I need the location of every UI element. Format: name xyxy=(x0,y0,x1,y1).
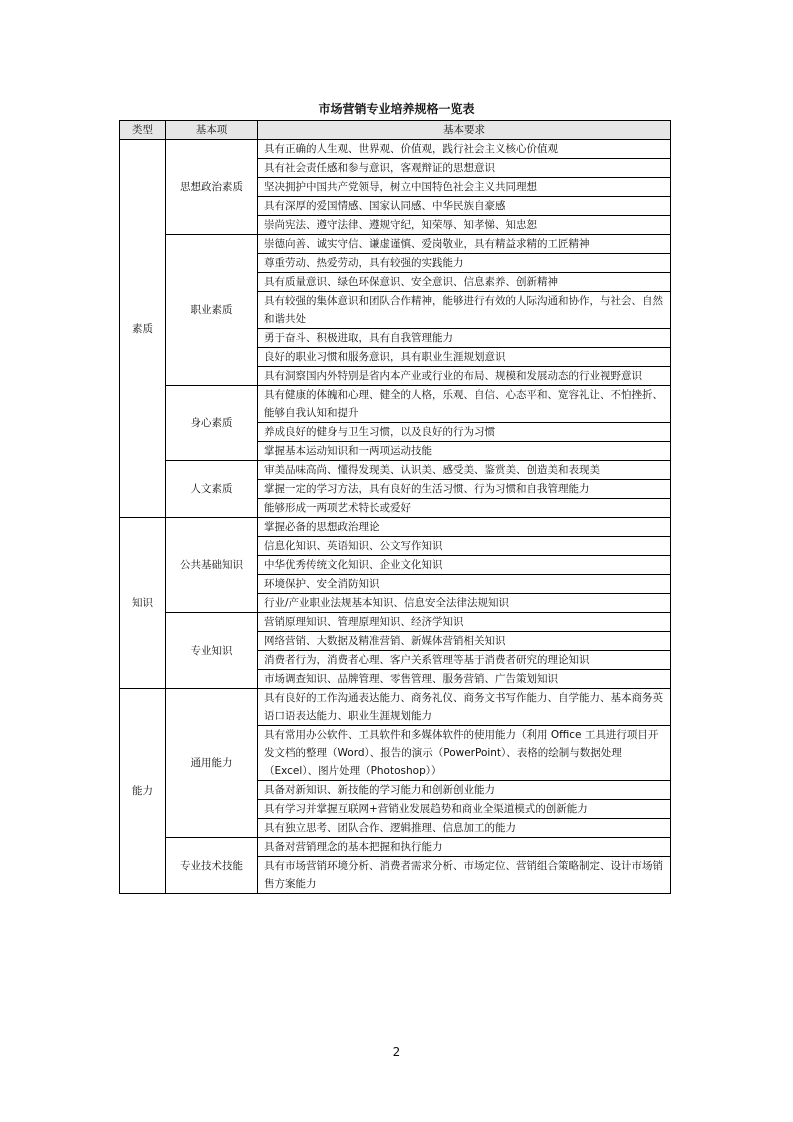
item-cell: 公共基础知识 xyxy=(166,518,258,613)
table-row xyxy=(120,613,671,632)
type-cell: 素质 xyxy=(120,140,166,518)
table-row xyxy=(120,140,671,159)
training-spec-table xyxy=(119,120,671,894)
requirement-cell: 行业/产业职业法规基本知识、信息安全法律法规知识 xyxy=(258,594,671,613)
item-cell: 思想政治素质 xyxy=(166,140,258,235)
requirement-cell: 掌握必备的思想政治理论 xyxy=(258,518,671,537)
requirement-cell: 具有社会责任感和参与意识，客观辩证的思想意识 xyxy=(258,159,671,178)
item-cell: 身心素质 xyxy=(166,386,258,461)
requirement-cell: 具有常用办公软件、工具软件和多媒体软件的使用能力（利用 Office 工具进行项目开发文档的整理（Word）、报告的演示（PowerPoint）、表格的绘制与数据处理（Excel）、图片处理（Photoshop）） xyxy=(258,726,671,781)
requirement-cell: 具备对新知识、新技能的学习能力和创新创业能力 xyxy=(258,781,671,800)
header-requirement: 基本要求 xyxy=(258,121,671,140)
requirement-cell: 具有深厚的爱国情感、国家认同感、中华民族自豪感 xyxy=(258,197,671,216)
requirement-cell: 具有独立思考、团队合作、逻辑推理、信息加工的能力 xyxy=(258,819,671,838)
requirement-cell: 市场调查知识、品牌管理、零售管理、服务营销、广告策划知识 xyxy=(258,670,671,689)
table-title: 市场营销专业培养规格一览表 xyxy=(318,102,475,116)
requirement-cell: 良好的职业习惯和服务意识，具有职业生涯规划意识 xyxy=(258,348,671,367)
requirement-cell: 具有正确的人生观、世界观、价值观，践行社会主义核心价值观 xyxy=(258,140,671,159)
type-cell: 知识 xyxy=(120,518,166,689)
item-cell: 职业素质 xyxy=(166,235,258,386)
requirement-cell: 具有健康的体魄和心理、健全的人格，乐观、自信、心态平和、宽容礼让、不怕挫折、能够自我认知和提升 xyxy=(258,386,671,423)
table-row xyxy=(120,689,671,726)
requirement-cell: 营销原理知识、管理原理知识、经济学知识 xyxy=(258,613,671,632)
requirement-cell: 具有良好的工作沟通表达能力、商务礼仪、商务文书写作能力、自学能力、基本商务英语口语表达能力、职业生涯规划能力 xyxy=(258,689,671,726)
requirement-cell: 具有学习并掌握互联网+营销业发展趋势和商业全渠道模式的创新能力 xyxy=(258,800,671,819)
item-cell: 通用能力 xyxy=(166,689,258,838)
item-cell: 专业技术技能 xyxy=(166,838,258,894)
requirement-cell: 坚决拥护中国共产党领导，树立中国特色社会主义共同理想 xyxy=(258,178,671,197)
requirement-cell: 崇德向善、诚实守信、谦虚谨慎、爱岗敬业，具有精益求精的工匠精神 xyxy=(258,235,671,254)
requirement-cell: 消费者行为，消费者心理、客户关系管理等基于消费者研究的理论知识 xyxy=(258,651,671,670)
requirement-cell: 环境保护、安全消防知识 xyxy=(258,575,671,594)
requirement-cell: 具备对营销理念的基本把握和执行能力 xyxy=(258,838,671,857)
requirement-cell: 具有质量意识、绿色环保意识、安全意识、信息素养、创新精神 xyxy=(258,273,671,292)
table-row xyxy=(120,235,671,254)
requirement-cell: 具有洞察国内外特别是省内本产业或行业的布局、规模和发展动态的行业视野意识 xyxy=(258,367,671,386)
requirement-cell: 能够形成一两项艺术特长或爱好 xyxy=(258,499,671,518)
header-row xyxy=(120,121,671,140)
requirement-cell: 尊重劳动、热爱劳动，具有较强的实践能力 xyxy=(258,254,671,273)
requirement-cell: 养成良好的健身与卫生习惯，以及良好的行为习惯 xyxy=(258,423,671,442)
requirement-cell: 崇尚宪法、遵守法律、遵规守纪，知荣辱、知孝悌、知忠恕 xyxy=(258,216,671,235)
table-row xyxy=(120,386,671,423)
requirement-cell: 审美品味高尚、懂得发现美、认识美、感受美、鉴赏美、创造美和表现美 xyxy=(258,461,671,480)
type-cell: 能力 xyxy=(120,689,166,894)
table-body xyxy=(120,140,671,894)
requirement-cell: 具有较强的集体意识和团队合作精神，能够进行有效的人际沟通和协作，与社会、自然和谐共处 xyxy=(258,292,671,329)
table-row xyxy=(120,838,671,857)
page-number: 2 xyxy=(392,1045,401,1059)
requirement-cell: 中华优秀传统文化知识、企业文化知识 xyxy=(258,556,671,575)
requirement-cell: 勇于奋斗、积极进取，具有自我管理能力 xyxy=(258,329,671,348)
requirement-cell: 具有市场营销环境分析、消费者需求分析、市场定位、营销组合策略制定、设计市场销售方案能力 xyxy=(258,857,671,894)
item-cell: 专业知识 xyxy=(166,613,258,689)
requirement-cell: 网络营销、大数据及精准营销、新媒体营销相关知识 xyxy=(258,632,671,651)
item-cell: 人文素质 xyxy=(166,461,258,518)
header-type: 类型 xyxy=(120,121,166,140)
requirement-cell: 掌握基本运动知识和一两项运动技能 xyxy=(258,442,671,461)
requirement-cell: 掌握一定的学习方法，具有良好的生活习惯、行为习惯和自我管理能力 xyxy=(258,480,671,499)
table-row xyxy=(120,518,671,537)
requirement-cell: 信息化知识、英语知识、公文写作知识 xyxy=(258,537,671,556)
header-item: 基本项 xyxy=(166,121,258,140)
table-row xyxy=(120,461,671,480)
